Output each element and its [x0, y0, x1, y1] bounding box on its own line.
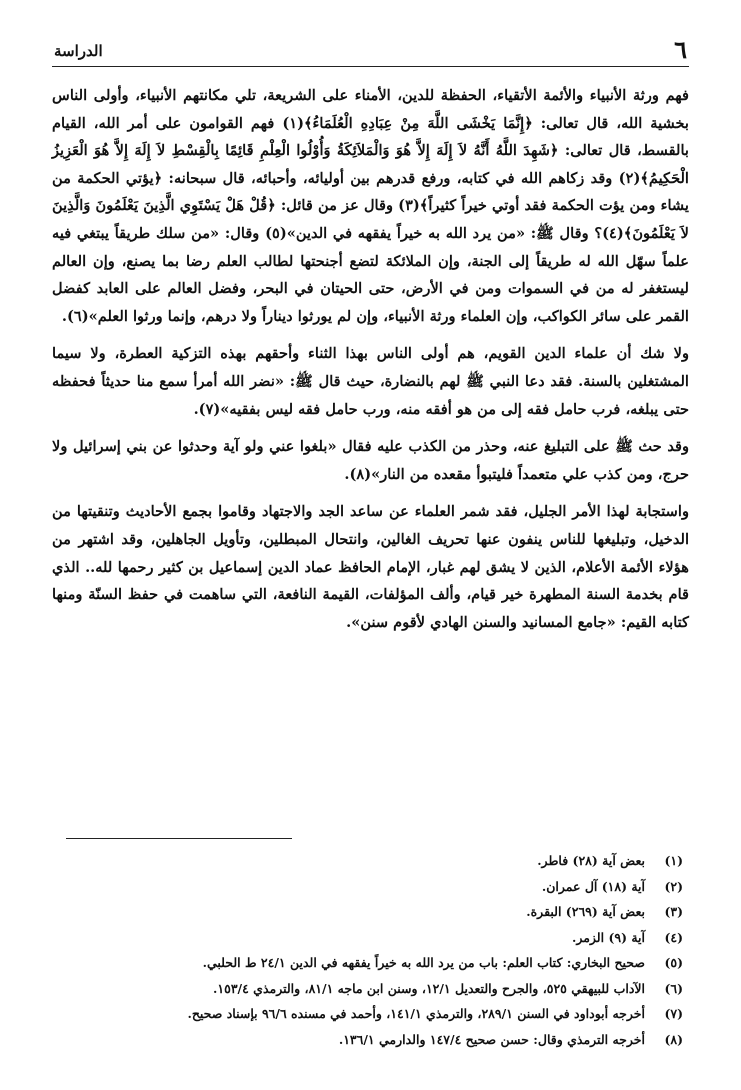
footnote-item [70, 1027, 683, 1053]
footnote-item [70, 899, 683, 925]
footnote-text: أخرجه أبوداود في السنن ٢٨٩/١، والترمذي ١٤١/١، وأحمد في مسنده ٩٦/٦ بإسناد صحيح. [187, 1006, 645, 1021]
footnote-number: (١) [664, 853, 683, 868]
footnotes [70, 848, 683, 1052]
main-text [52, 82, 689, 646]
page-header [52, 32, 689, 67]
paragraph: فهم ورثة الأنبياء والأئمة الأتقياء، الحفظة للدين، الأمناء على الشريعة، تلي مكانتهم الأنبياء، وأولى الناس بخشية الله، قال تعالى: ﴿إِنَّمَا يَخْشَى اللَّهَ مِنْ عِبَادِهِ الْعُلَمَاءُ﴾(١) فهم القوامون على أمر الله، القيام بالقسط، قال تعالى: ﴿شَهِدَ اللَّهُ أَنَّهُ لاَ إِلَهَ إِلاَّ هُوَ وَالْمَلاَئِكَةُ وَأُوْلُوا الْعِلْمِ قَائِمًا بِالْقِسْطِ لاَ إِلَهَ إِلاَّ هُوَ الْعَزِيزُ الْحَكِيمُ﴾(٢) وقد زكاهم الله في كتابه، ورفع قدرهم بين أوليائه، وأحبائه، قال سبحانه: ﴿يؤتي الحكمة من يشاء ومن يؤت الحكمة فقد أوتي خيراً كثيراً﴾(٣) وقال عز من قائل: ﴿قُلْ هَلْ يَسْتَوِي الَّذِينَ يَعْلَمُونَ وَالَّذِينَ لاَ يَعْلَمُونَ﴾(٤)؟ وقال ﷺ: «من يرد الله به خيراً يفقهه في الدين»(٥) وقال: «من سلك طريقاً يبتغي فيه علماً سهّل الله له طريقاً إلى الجنة، وإن الملائكة لتضع أجنحتها لطالب العلم رضا بما يصنع، وإن العالم ليستغفر له من في السموات ومن في الأرض، حتى الحيتان في البحر، وفضل العالم على العابد كفضل القمر على سائر الكواكب، وإن العلماء ورثة الأنبياء، وإن لم يورثوا ديناراً ولا درهم، وإنما ورثوا العلم»(٦). [52, 87, 689, 325]
footnote-text: صحيح البخاري: كتاب العلم: باب من يرد الله به خيراً يفقهه في الدين ٢٤/١ ط الحلبي. [202, 955, 645, 970]
running-title: الدراسة [54, 42, 103, 60]
footnote-number: (٧) [664, 1006, 683, 1021]
footnote-divider [66, 838, 292, 839]
footnote-number: (٤) [664, 929, 683, 945]
footnote-text: آية (٩) الزمر. [571, 929, 645, 945]
footnote-item [70, 1001, 683, 1027]
footnote-item [70, 925, 683, 951]
footnote-item [70, 976, 683, 1002]
footnote-number: (٦) [664, 980, 683, 996]
paragraph: ولا شك أن علماء الدين القويم، هم أولى الناس بهذا الثناء وأحقهم بهذه التزكية العطرة، ولا سيما المشتغلين بالسنة. فقد دعا النبي ﷺ لهم بالنضارة، حيث قال ﷺ: «نضر الله أمرأ سمع منا حديثاً فحفظه حتى يبلغه، فرب حامل فقه إلى من هو أفقه منه، ورب حامل فقه ليس بفقيه»(٧). [52, 345, 689, 418]
footnote-text: بعض آية (٢٨) فاطر. [537, 853, 645, 868]
paragraph: واستجابة لهذا الأمر الجليل، فقد شمر العلماء عن ساعد الجد والاجتهاد وقاموا بجمع الأحاديث وتنقيتها من الدخيل، وتبليغها للناس ينفون عنها تحريف الغالين، وانتحال المبطلين، وتأويل الجاهلين، وقد اشتهر من هؤلاء الأئمة الأعلام، الذين لا يشق لهم غبار، الإمام الحافظ عماد الدين إسماعيل بن كثير رحمها لله.. الذي قام بخدمة السنة المطهرة خير قيام، وألف المؤلفات، القيمة النافعة، التي ساهمت في حفظ السنّة ومنها كتابه القيم: «جامع المسانيد والسنن الهادي لأقوم سنن». [52, 503, 689, 631]
footnote-text: أخرجه الترمذي وقال: حسن صحيح ١٤٧/٤ والدارمي ١٣٦/١. [338, 1031, 645, 1047]
footnote-text: الآداب للبيهقي ٥٢٥، والجرح والتعديل ١٢/١، وسنن ابن ماجه ٨١/١، والترمذي ١٥٣/٤. [213, 980, 645, 996]
footnote-text: آية (١٨) آل عمران. [541, 878, 645, 894]
footnote-item [70, 950, 683, 976]
footnote-number: (٥) [664, 955, 683, 970]
page-number: ٦ [674, 35, 687, 64]
footnote-number: (٢) [664, 878, 683, 894]
paragraph: وقد حث ﷺ على التبليغ عنه، وحذر من الكذب عليه فقال «بلغوا عني ولو آية وحدثوا عن بني إسرائيل ولا حرج، ومن كذب علي متعمداً فليتبوأ مقعده من النار»(٨). [52, 438, 689, 483]
footnote-item [70, 874, 683, 900]
footnote-number: (٣) [664, 904, 683, 919]
footnote-item [70, 848, 683, 874]
footnote-number: (٨) [664, 1031, 683, 1047]
footnote-text: بعض آية (٢٦٩) البقرة. [526, 904, 645, 919]
